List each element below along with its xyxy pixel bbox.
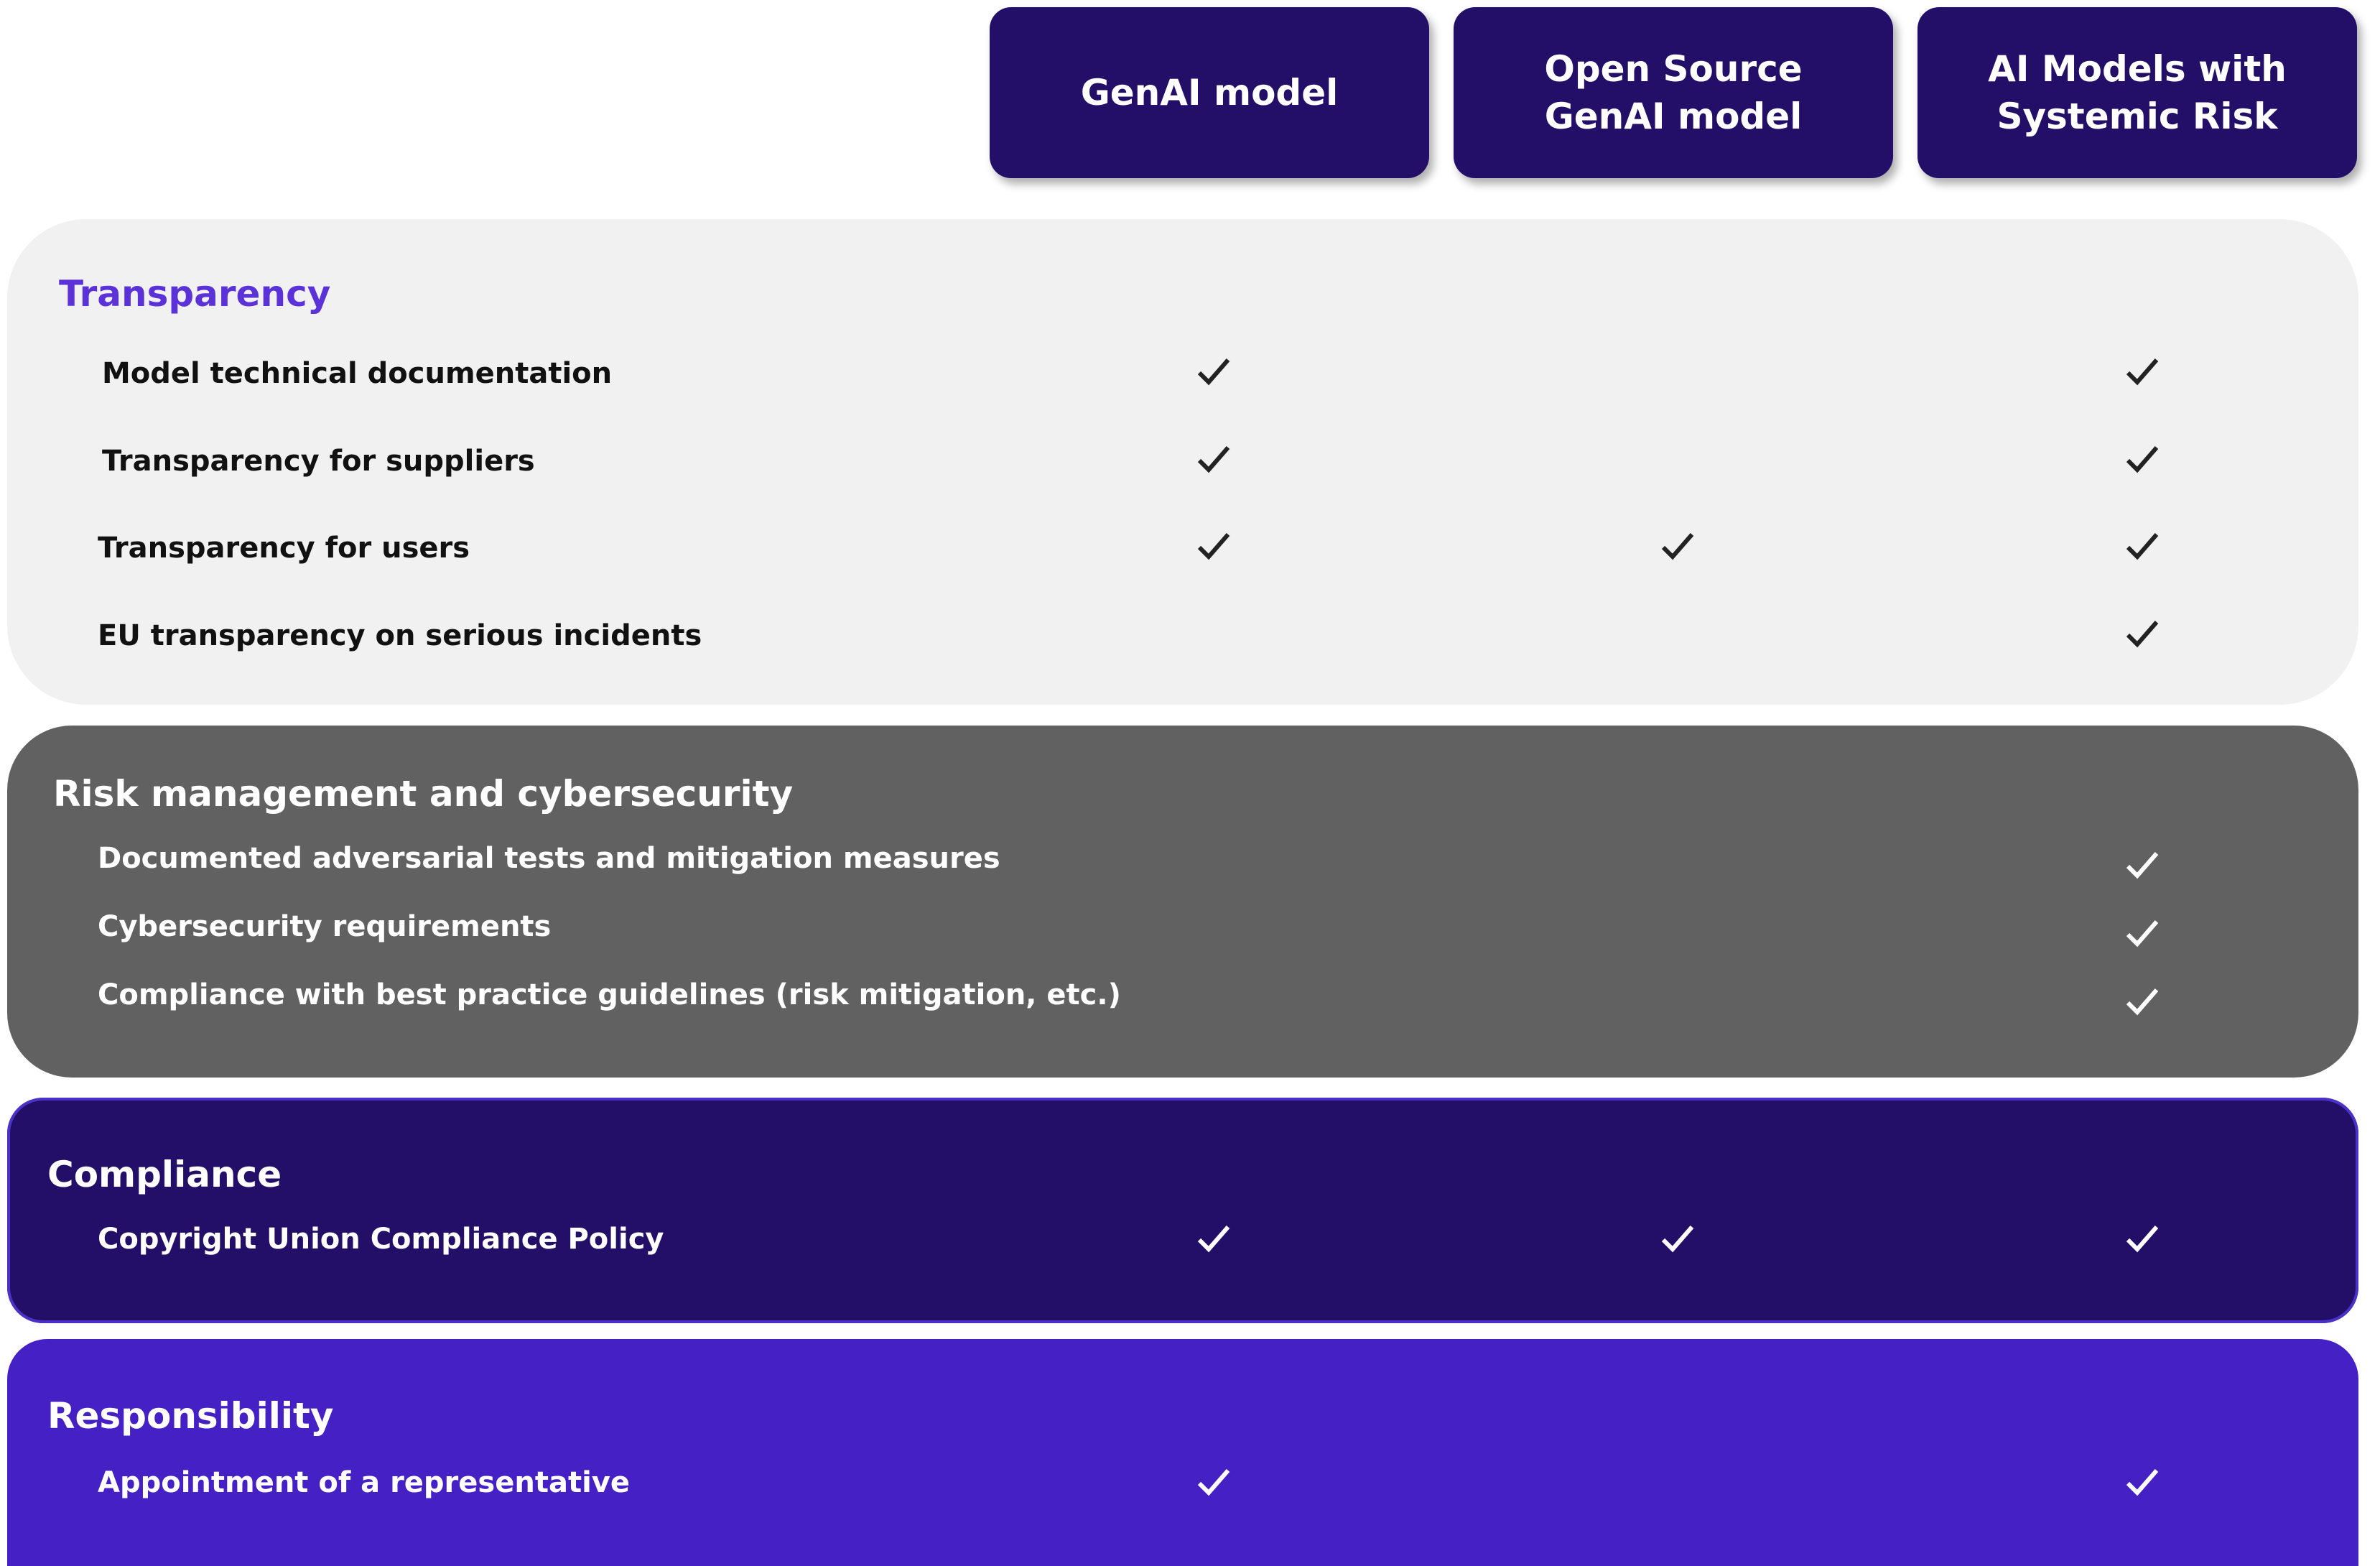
section-title-compliance: Compliance <box>47 1154 282 1195</box>
row-label-adversarial-tests: Documented adversarial tests and mitigation measures <box>98 842 1000 875</box>
check-icon <box>2125 618 2160 649</box>
check-icon <box>1196 1466 1231 1498</box>
section-title-risk-management: Risk management and cybersecurity <box>53 773 794 815</box>
check-icon <box>2125 986 2160 1017</box>
section-risk-management <box>7 726 2358 1078</box>
section-responsibility <box>7 1339 2358 1566</box>
check-icon <box>1196 356 1231 387</box>
check-icon <box>2125 849 2160 881</box>
check-icon <box>2125 530 2160 562</box>
check-icon <box>2125 917 2160 949</box>
check-icon <box>2125 443 2160 475</box>
section-title-responsibility: Responsibility <box>47 1395 334 1437</box>
row-label-transparency-for-users: Transparency for users <box>98 532 470 565</box>
column-header-systemic-risk-models: AI Models with Systemic Risk <box>1918 7 2357 178</box>
check-icon <box>2125 1466 2160 1498</box>
section-transparency <box>7 219 2358 705</box>
check-icon <box>1196 530 1231 562</box>
section-compliance <box>7 1098 2358 1323</box>
row-label-copyright-compliance-policy: Copyright Union Compliance Policy <box>98 1223 664 1256</box>
row-label-eu-transparency-serious-incidents: EU transparency on serious incidents <box>98 619 702 652</box>
check-icon <box>1196 443 1231 475</box>
row-label-cybersecurity-requirements: Cybersecurity requirements <box>98 910 552 943</box>
section-title-transparency: Transparency <box>59 273 331 315</box>
check-icon <box>1196 1223 1231 1254</box>
row-label-best-practice-compliance: Compliance with best practice guidelines (risk mitigation, etc.) <box>98 978 1121 1011</box>
row-label-model-technical-documentation: Model technical documentation <box>102 357 613 390</box>
check-icon <box>2125 1223 2160 1254</box>
row-label-appointment-of-representative: Appointment of a representative <box>98 1466 630 1499</box>
check-icon <box>1660 1223 1695 1254</box>
row-label-transparency-for-suppliers: Transparency for suppliers <box>102 445 535 478</box>
check-icon <box>2125 356 2160 387</box>
check-icon <box>1660 530 1695 562</box>
column-header-genai-model: GenAI model <box>990 7 1429 178</box>
column-header-open-source-genai-model: Open Source GenAI model <box>1454 7 1893 178</box>
